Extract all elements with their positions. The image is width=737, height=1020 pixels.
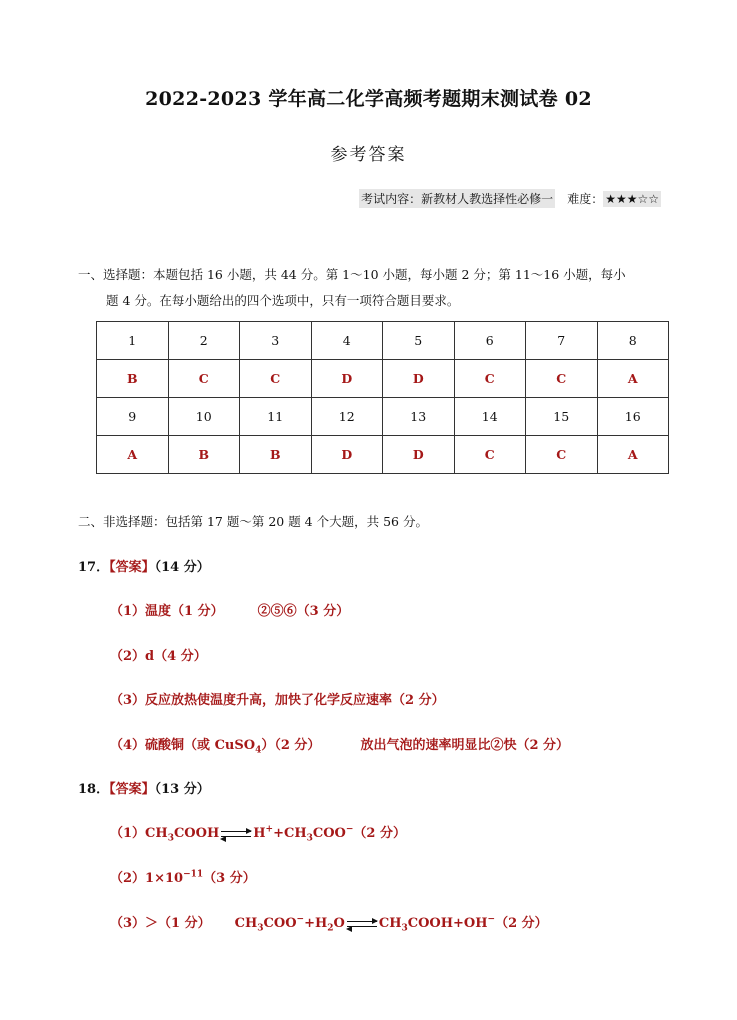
instructions-line-1: 一、选择题：本题包括 16 小题，共 44 分。第 1～10 小题，每小题 2 分；第 11～16 小题，每小 (78, 267, 626, 282)
answer-cell: C (526, 360, 598, 398)
page-title: 2022-2023 学年高二化学高频考题期末测试卷 02 (145, 88, 592, 110)
q17-part-4a: （4）硫酸铜（或 CuSO$_4$）（2 分） (110, 738, 321, 756)
difficulty-label: 难度： (567, 192, 604, 206)
q17-part-1a: （1）温度（1 分） (110, 604, 224, 619)
equilibrium-arrow-icon (221, 829, 251, 839)
table-cell: 8 (597, 322, 669, 360)
answer-table (96, 321, 669, 474)
table-cell: 16 (597, 398, 669, 436)
table-cell: 7 (526, 322, 598, 360)
q18-number: 18． (78, 782, 110, 797)
table-cell: 11 (240, 398, 312, 436)
page-subtitle: 参考答案 (330, 145, 407, 165)
answer-cell: A (597, 436, 669, 474)
difficulty-stars: ★★★☆☆ (605, 192, 659, 206)
answer-cell: B (97, 360, 169, 398)
q18-part-3 (110, 912, 548, 934)
q18-score: （13 分） (154, 782, 210, 797)
q17-part-3: （3）反应放热使温度升高，加快了化学反应速率（2 分） (110, 693, 445, 708)
table-row-answers-2 (97, 436, 669, 474)
q18-part-3b: $CH_3COO^-+H_2O$ $CH_3COOH+OH^-(2$ 分） (234, 914, 548, 934)
q17-heading (78, 556, 210, 575)
table-cell: 12 (311, 398, 383, 436)
table-cell: 13 (383, 398, 455, 436)
q18-part-1: $(1)CH_3COOH$ $H^++CH_3COO^-(2$ 分） (110, 824, 406, 844)
q17-part-4b: 放出气泡的速率明显比②快（2 分） (360, 738, 570, 753)
answer-cell: D (311, 436, 383, 474)
table-cell: 9 (97, 398, 169, 436)
answer-cell: A (597, 360, 669, 398)
q18-answer-tag: 【答案】 (109, 782, 155, 797)
answer-cell: B (168, 436, 240, 474)
answer-cell: D (383, 360, 455, 398)
answer-cell: A (97, 436, 169, 474)
section-nonchoice-instructions: 二、非选择题：包括第 17 题～第 20 题 4 个大题，共 56 分。 (78, 514, 428, 529)
q17-part-4 (110, 734, 569, 756)
table-cell: 3 (240, 322, 312, 360)
q17-part-1b: ②⑤⑥（3 分） (257, 604, 350, 619)
answer-cell: D (311, 360, 383, 398)
equilibrium-arrow-icon (347, 919, 377, 929)
q18-part-2: $(2)1\times 10^{-11}(3$ 分） (110, 869, 256, 886)
table-cell: 2 (168, 322, 240, 360)
q17-score: （14 分） (154, 560, 210, 575)
table-row-numbers-2 (97, 398, 669, 436)
table-row-numbers-1 (97, 322, 669, 360)
answer-cell: C (240, 360, 312, 398)
q17-answer-tag: 【答案】 (109, 560, 155, 575)
answer-cell: C (454, 360, 526, 398)
table-cell: 5 (383, 322, 455, 360)
q17-part-1 (110, 600, 349, 619)
answer-cell: C (526, 436, 598, 474)
table-cell: 14 (454, 398, 526, 436)
q18-part-3a: （3）＞（1 分） (110, 916, 211, 931)
exam-content: 考试内容：新教材人教选择性必修一 (359, 189, 555, 208)
exam-meta (359, 189, 661, 208)
section-choice-instructions (78, 262, 666, 314)
q18-heading (78, 778, 210, 797)
table-cell: 1 (97, 322, 169, 360)
table-cell: 15 (526, 398, 598, 436)
instructions-line-2: 题 4 分。在每小题给出的四个选项中，只有一项符合题目要求。 (106, 293, 460, 308)
difficulty (567, 190, 661, 207)
answer-cell: D (383, 436, 455, 474)
answer-cell: C (454, 436, 526, 474)
q17-part-2: （2）d（4 分） (110, 649, 207, 664)
table-cell: 10 (168, 398, 240, 436)
q17-number: 17． (78, 560, 110, 575)
table-row-answers-1 (97, 360, 669, 398)
answer-cell: C (168, 360, 240, 398)
table-cell: 4 (311, 322, 383, 360)
answer-cell: B (240, 436, 312, 474)
table-cell: 6 (454, 322, 526, 360)
